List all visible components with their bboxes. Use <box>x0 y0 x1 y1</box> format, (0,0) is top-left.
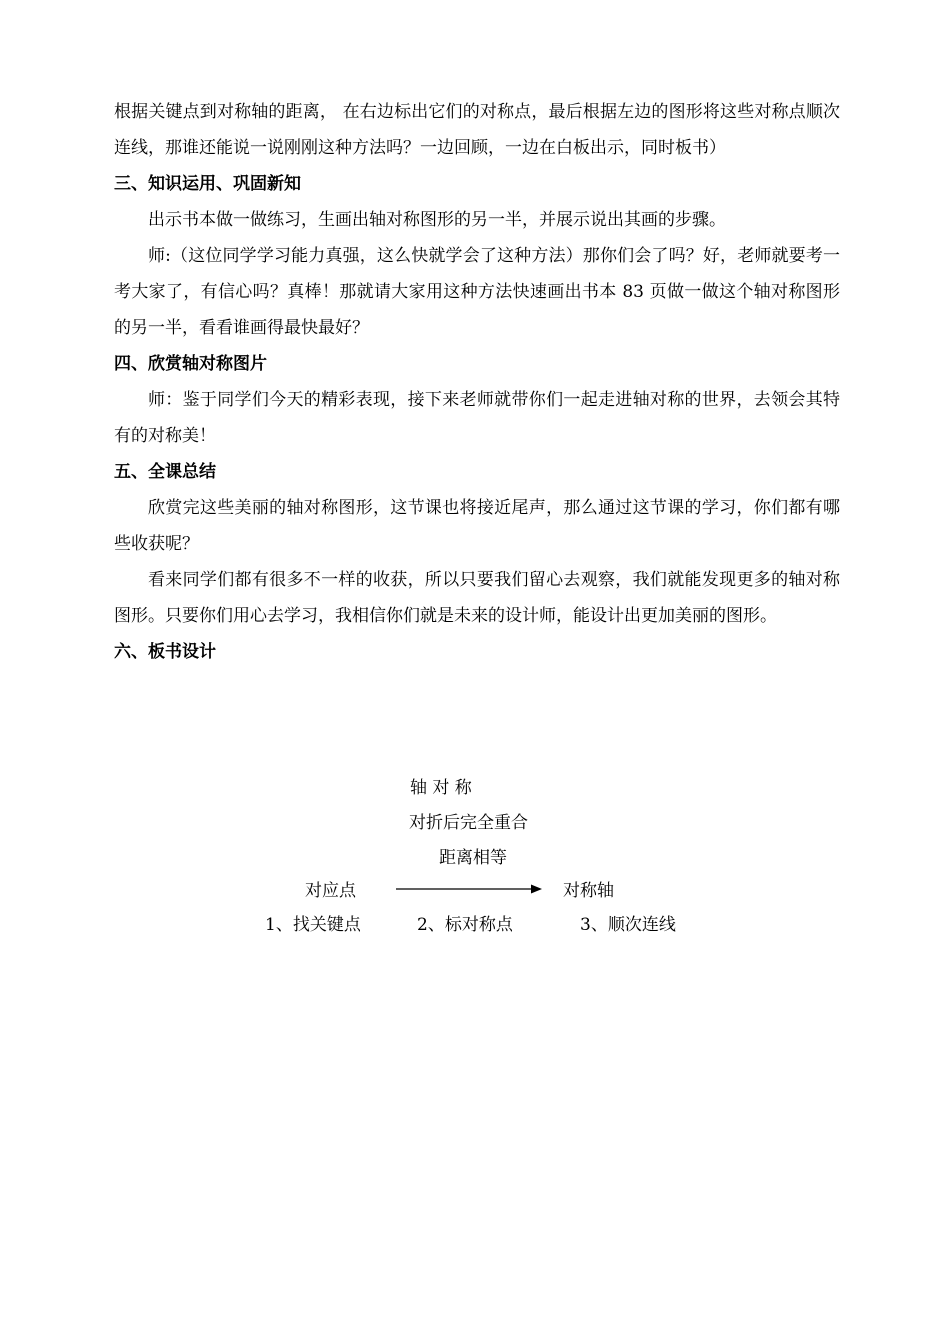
board-step-2: 2、标对称点 <box>417 915 513 935</box>
board-corresponding-point: 对应点 <box>305 881 356 901</box>
board-symmetry-axis: 对称轴 <box>563 881 614 901</box>
section-heading-5: 五、全课总结 <box>114 462 216 482</box>
board-step-1: 1、找关键点 <box>265 915 361 935</box>
board-title: 轴 对 称 <box>410 778 472 798</box>
board-line-overlap: 对折后完全重合 <box>409 813 528 833</box>
paragraph-4: 师：鉴于同学们今天的精彩表现，接下来老师就带你们一起走进轴对称的世界，去领会其特有的对称美！ <box>114 390 840 446</box>
paragraph-6: 看来同学们都有很多不一样的收获，所以只要我们留心去观察，我们就能发现更多的轴对称图形。只要你们用心去学习，我相信你们就是未来的设计师，能设计出更加美丽的图形。 <box>114 570 840 626</box>
paragraph-5: 欣赏完这些美丽的轴对称图形，这节课也将接近尾声，那么通过这节课的学习，你们都有哪些收获呢？ <box>114 498 840 554</box>
section-heading-4: 四、欣赏轴对称图片 <box>114 354 267 374</box>
paragraph-3: 师:（这位同学学习能力真强，这么快就学会了这种方法）那你们会了吗？好，老师就要考一考大家了，有信心吗？真棒！那就请大家用这种方法快速画出书本 83 页做一做这个轴对称图形的另一半，看看谁画得最快最好？ <box>114 246 840 338</box>
section-heading-6: 六、板书设计 <box>114 642 216 662</box>
paragraph-2: 出示书本做一做练习，生画出轴对称图形的另一半，并展示说出其画的步骤。 <box>148 210 726 230</box>
board-line-distance: 距离相等 <box>439 848 507 868</box>
paragraph-1: 根据关键点到对称轴的距离， 在右边标出它们的对称点，最后根据左边的图形将这些对称点顺次连线，那谁还能说一说刚刚这种方法吗？一边回顾，一边在白板出示，同时板书） <box>114 102 840 158</box>
arrow-right-icon <box>396 882 542 896</box>
board-step-3: 3、顺次连线 <box>580 915 676 935</box>
section-heading-3: 三、知识运用、巩固新知 <box>114 174 301 194</box>
